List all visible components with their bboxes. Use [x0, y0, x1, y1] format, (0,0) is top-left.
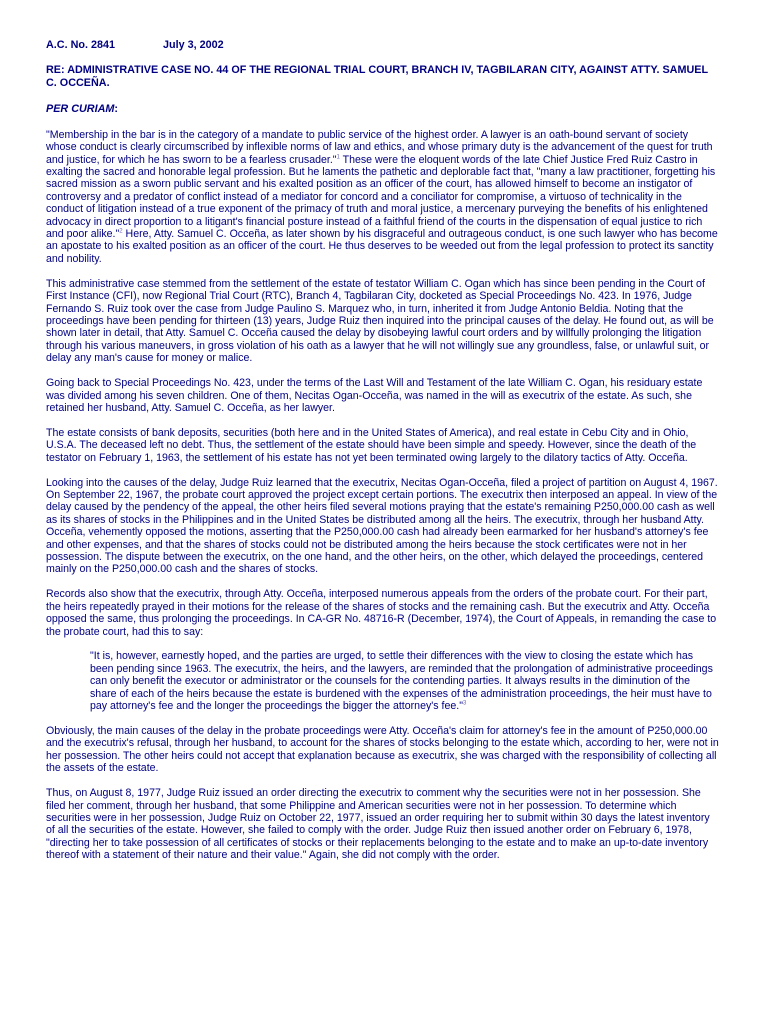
block-quote-text: "It is, however, earnestly hoped, and the parties are urged, to settle their differences with the view to closing the estate which has been pending since 1963. The executrix, the heirs, and the lawyers, are reminded that the prolongation of administrative proceedings can only benefit the executor or administrator or the counsels for the contending parties. It always results in the diminution of the share of each of the heirs because the estate is burdened with the expenses of the administration proceedings, the heir must have to pay attorney's fee and the longer the proceedings the bigger the attorney's fee." [90, 650, 713, 713]
paragraph-8: Thus, on August 8, 1977, Judge Ruiz issued an order directing the executrix to comment why the securities were not in her possession. She filed her comment, through her husband, that some Philippine and American securities were not in her possession. To determine which securities were in her possession, Judge Ruiz on October 22, 1977, issued an order requiring her to submit within 30 days the latest inventory of all the securities of the estate. However, she failed to comply with the order. Judge Ruiz then issued another order on February 6, 1978, "directing her to take possession of all certificates of stocks or their replacements belonging to the estate and to make an up-to-date inventory thereof with a statement of their nature and their value." Again, she did not comply with the order. [46, 787, 710, 862]
case-title: RE: ADMINISTRATIVE CASE NO. 44 OF THE REGIONAL TRIAL COURT, BRANCH IV, TAGBILARAN CITY, AGAINST ATTY. SAMUEL C. OCCEÑA. [46, 64, 708, 90]
block-quote [90, 650, 720, 712]
footnote-ref-1[interactable]: 1 [336, 154, 340, 161]
case-date: July 3, 2002 [163, 39, 224, 51]
paragraph-1-part-b: These were the eloquent words of the late Chief Justice Fred Ruiz Castro in exalting the sacred and honorable legal profession. But he laments the pathetic and deplorable fact that, "many a law practitioner, forgetting his sacred mission as a sworn public servant and his exalted position as an officer of the court, has allowed himself to become an instigator of controversy and a predator of conflict instead of a mediator for concord and a conciliator for compromise, a virtuoso of technicality in the conduct of litigation instead of a true exponent of the primacy of truth and moral justice, a mercenary purveying the benefits of his enlightened advocacy in direct proportion to a litigant's financial posture instead of a faithful friend of the courts in the dispensation of equal justice to rich and poor alike." [46, 153, 716, 241]
paragraph-2: This administrative case stemmed from the settlement of the estate of testator William C. Ogan which has since been pending in the Court of First Instance (CFI), now Regional Trial Court (RTC), Branch 4, Tagbilaran City, docketed as Special Proceedings No. 423. In 1976, Judge Fernando S. Ruiz took over the case from Judge Paulino S. Marquez who, in turn, inherited it from Judge Antonio Beldia. Noting that the proceedings have been pending for thirteen (13) years, Judge Ruiz then inquired into the principal causes of the delay. He found out, as will be shown later in detail, that Atty. Samuel C. Occeña caused the delay by disobeying lawful court orders and by willfully prolonging the litigation through his various maneuvers, in gross violation of his oath as a lawyer that he will not willingly sue any groundless, false, or unlawful suit, or delay any man's cause for money or malice. [46, 277, 714, 365]
per-curiam-colon: : [114, 103, 118, 116]
paragraph-3: Going back to Special Proceedings No. 423, under the terms of the Last Will and Testament of the late William C. Ogan, his residuary estate was divided among his seven children. One of them, Necitas Ogan-Occeña, was named in the will as executrix of the estate. As such, she retained her husband, Atty. Samuel C. Occeña, as her lawyer. [46, 377, 703, 414]
per-curiam-heading [46, 103, 720, 115]
paragraph-1 [46, 129, 720, 265]
paragraph-1-part-a: "Membership in the bar is in the category of a mandate to public service of the highest order. A lawyer is an oath-bound servant of society whose conduct is clearly circumscribed by inflexible norms of law and ethics, and whose primary duty is the advancement of the quest for truth and justice, for which he has sworn to be a fearless crusader." [46, 128, 713, 166]
case-number: A.C. No. 2841 [46, 39, 116, 51]
case-header [46, 39, 720, 51]
paragraph-4: The estate consists of bank deposits, securities (both here and in the United States of America), and real estate in Cebu City and in Ohio, U.S.A. The deceased left no debt. Thus, the settlement of the estate should have been simple and speedy. However, since the death of the testator on February 1, 1963, the settlement of his estate has not yet been terminated owing largely to the dilatory tactics of Atty. Occeña. [46, 426, 697, 464]
footnote-ref-2[interactable]: 2 [119, 228, 123, 235]
paragraph-7: Obviously, the main causes of the delay in the probate proceedings were Atty. Occeña's claim for attorney's fee in the amount of P250,000.00 and the executrix's refusal, through her husband, to account for the shares of stocks belonging to the estate which, according to her, were not in her possession. The other heirs could not accept that explanation because as executrix, she was charged with the responsibility of collecting all the assets of the estate. [46, 724, 719, 775]
per-curiam-label: PER CURIAM [46, 103, 115, 116]
footnote-ref-3[interactable]: 3 [462, 700, 467, 707]
paragraph-6: Records also show that the executrix, through Atty. Occeña, interposed numerous appeals from the orders of the probate court. For their part, the heirs repeatedly prayed in their motions for the release of the shares of stocks and the remaining cash. But the executrix and Atty. Occeña opposed the same, thus prolonging the proceedings. In CA-GR No. 48716-R (December, 1974), the Court of Appeals, in remanding the case to the probate court, had this to say: [46, 588, 717, 638]
paragraph-5: Looking into the causes of the delay, Judge Ruiz learned that the executrix, Necitas Ogan-Occeña, filed a project of partition on August 4, 1967. On September 22, 1967, the probate court approved the project except certain portions. The executrix then interposed an appeal. In view of the delay caused by the pendency of the appeal, the other heirs filed several motions praying that the estate's remaining P250,000.00 cash as well as its shares of stocks in the Philippines and in the United States be distributed among all the heirs. The executrix, through her husband Atty. Occeña, vehemently opposed the motions, asserting that the P250,000.00 cash had already been earmarked for her husband's attorney's fee and other expenses, and that the shares of stocks could not be distributed among the heirs because the stock certificates were not in her possession. The dispute between the executrix, on the one hand, and the other heirs, on the other, which delayed the proceedings, centered mainly on the P250,000.00 cash and the shares of stocks. [46, 476, 718, 576]
paragraph-1-part-c: Here, Atty. Samuel C. Occeña, as later shown by his disgraceful and outrageous conduct, is one such lawyer who has become an apostate to his exalted position as an officer of the court. He thus deserves to be weeded out from the legal profession to protect its sanctity and nobility. [46, 228, 718, 265]
